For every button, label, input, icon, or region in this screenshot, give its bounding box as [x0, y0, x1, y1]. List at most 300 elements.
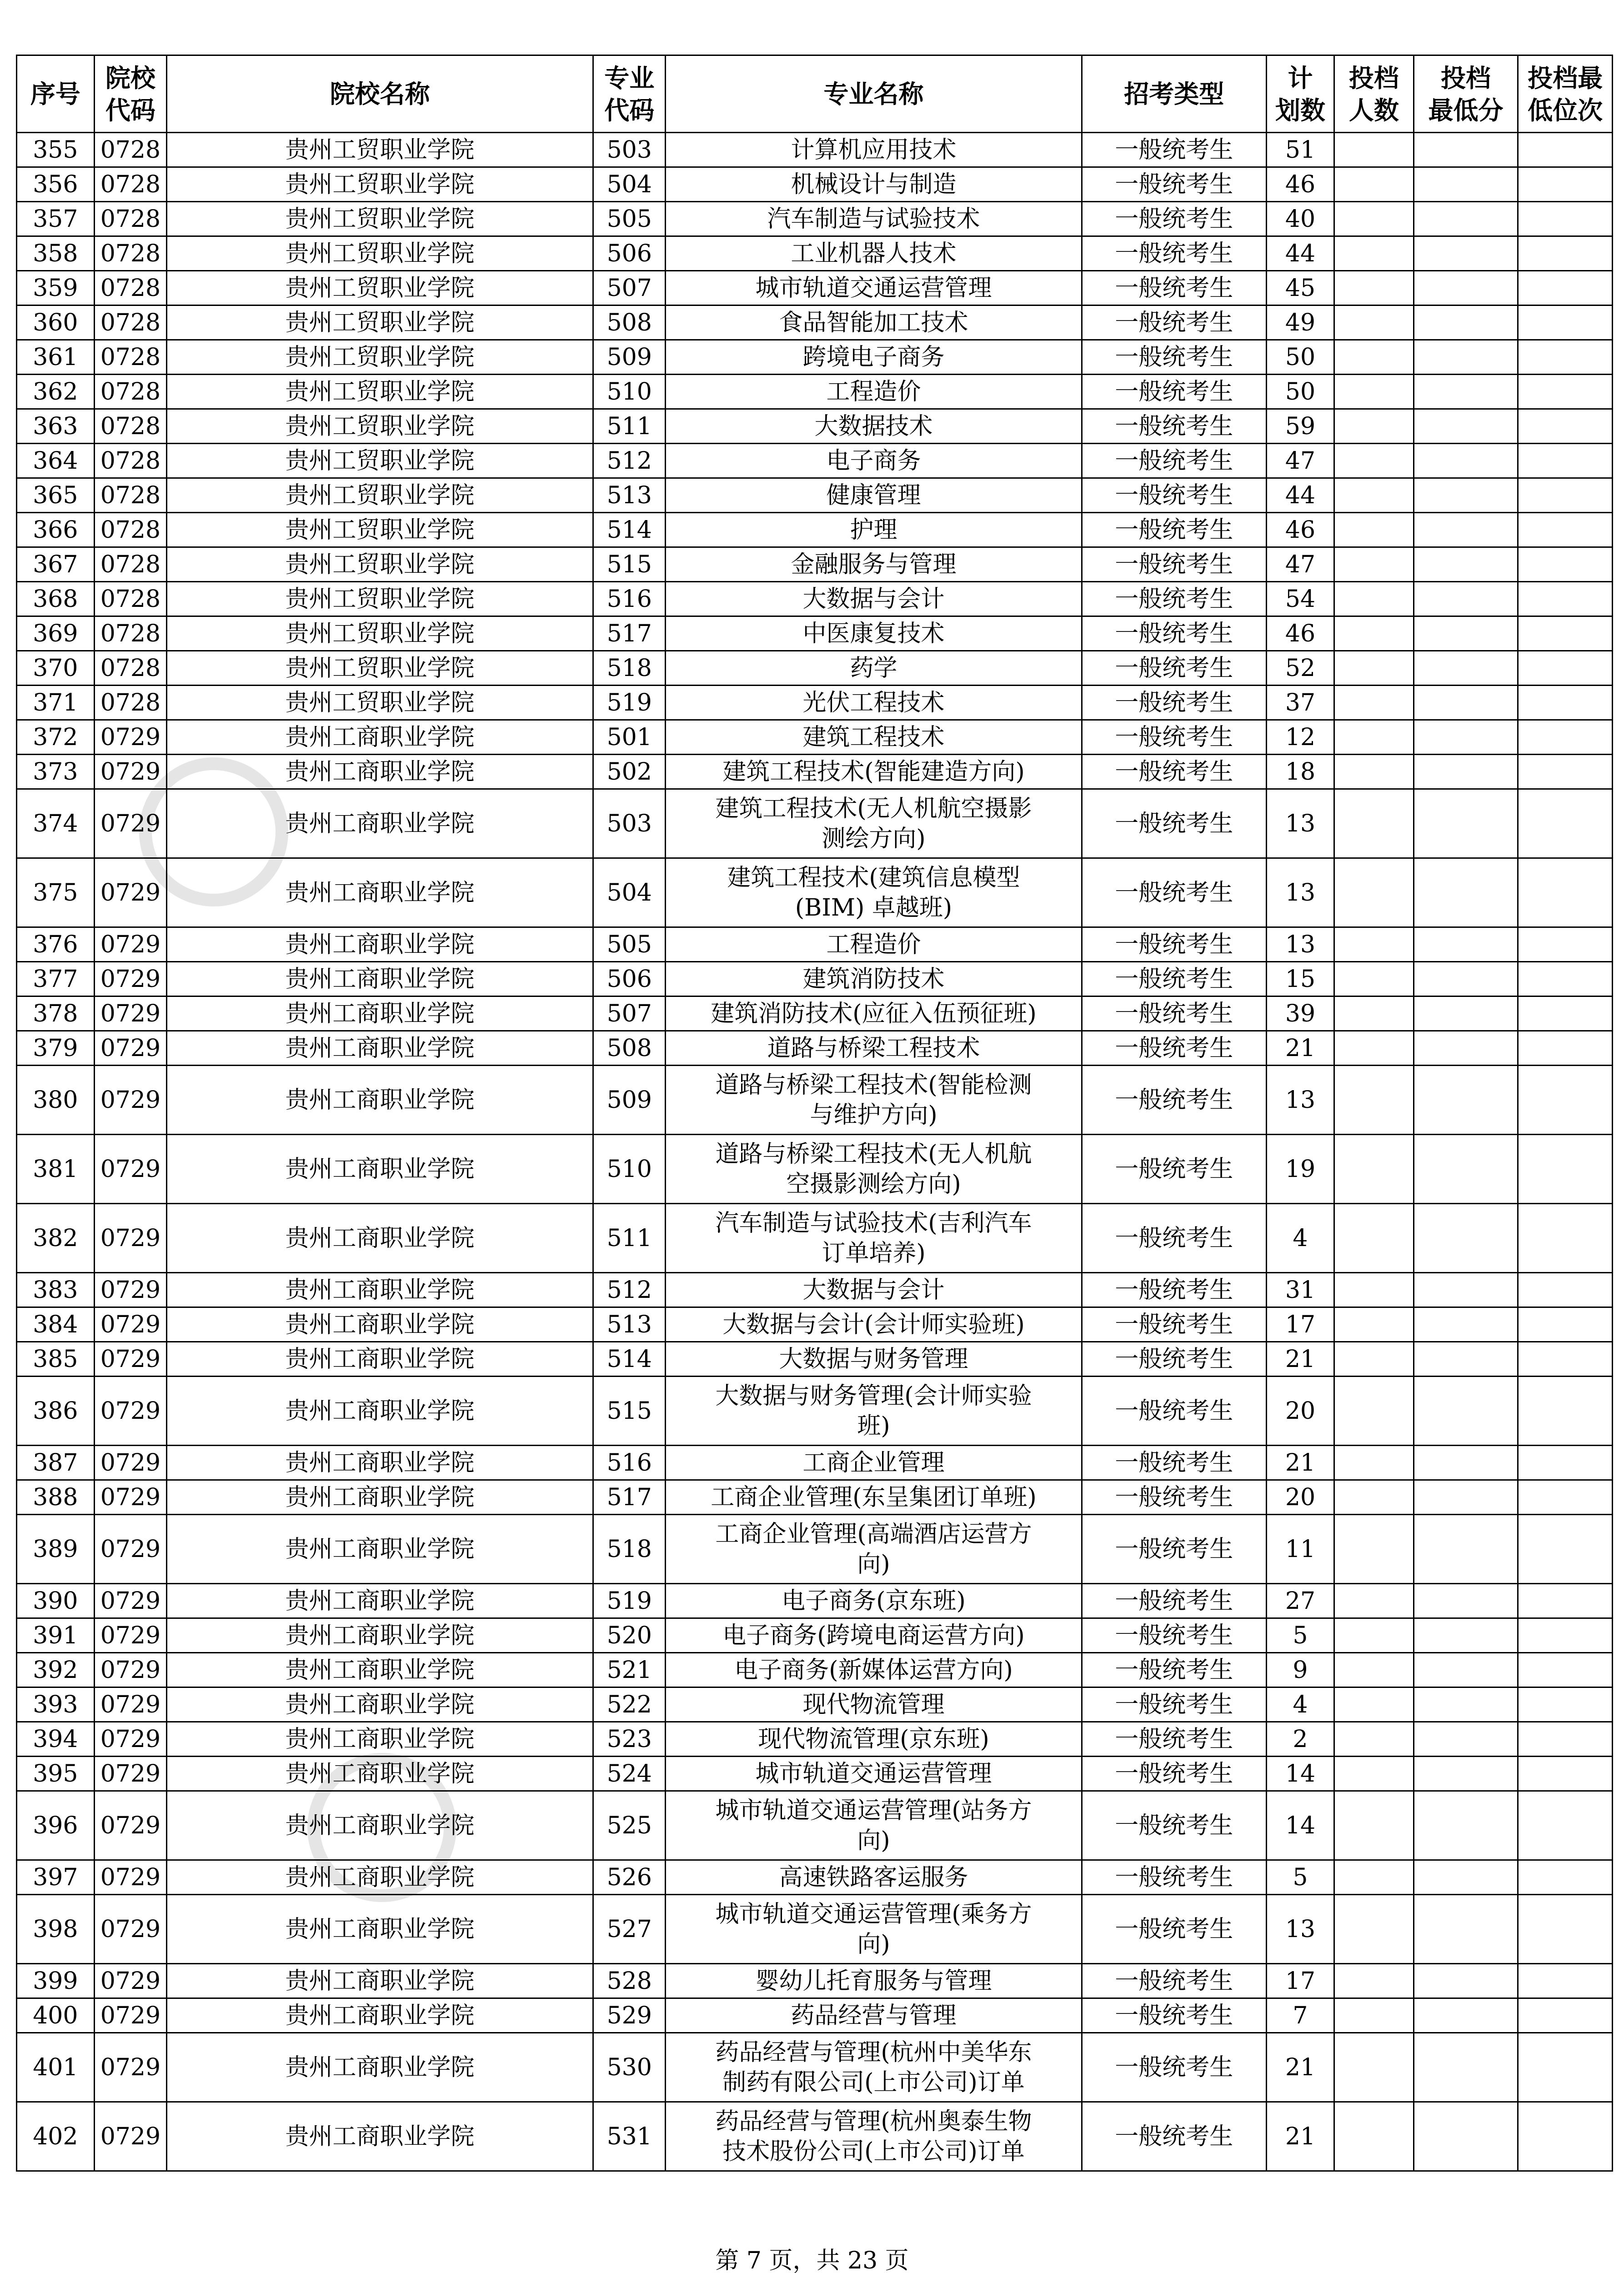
major-name-line: 城市轨道交通运营管理 — [755, 274, 992, 302]
cell-seq: 361 — [17, 340, 95, 375]
header-major-name: 专业名称 — [666, 55, 1082, 133]
cell-min-rank — [1518, 1860, 1613, 1895]
table-row — [17, 305, 1613, 340]
cell-plan: 44 — [1266, 236, 1334, 271]
cell-plan: 46 — [1266, 513, 1334, 547]
cell-exam-type: 一般统考生 — [1082, 755, 1266, 789]
table-row — [17, 1653, 1613, 1687]
cell-min-rank — [1518, 789, 1613, 858]
cell-exam-type: 一般统考生 — [1082, 789, 1266, 858]
cell-major-name — [666, 1791, 1082, 1860]
header-min-score: 投档 最低分 — [1413, 55, 1518, 133]
cell-min-rank — [1518, 1964, 1613, 1998]
cell-major-code: 503 — [593, 133, 666, 167]
header-min-rank: 投档最 低位次 — [1518, 55, 1613, 133]
cell-filed-count — [1334, 720, 1414, 755]
major-name-line: 健康管理 — [826, 481, 921, 509]
cell-seq: 391 — [17, 1618, 95, 1653]
cell-major-code: 515 — [593, 547, 666, 582]
cell-school-code: 0729 — [94, 1377, 166, 1446]
cell-seq: 389 — [17, 1515, 95, 1584]
cell-filed-count — [1334, 1860, 1414, 1895]
cell-major-code: 519 — [593, 686, 666, 720]
cell-seq: 379 — [17, 1031, 95, 1066]
major-name-line: 金融服务与管理 — [791, 551, 957, 578]
major-name-line: 光伏工程技术 — [802, 689, 945, 716]
cell-min-score — [1413, 616, 1518, 651]
cell-major-code: 519 — [593, 1584, 666, 1618]
cell-school-name: 贵州工贸职业学院 — [167, 305, 593, 340]
header-school-name: 院校名称 — [167, 55, 593, 133]
cell-major-code: 503 — [593, 789, 666, 858]
cell-school-name: 贵州工商职业学院 — [167, 1446, 593, 1480]
cell-plan: 47 — [1266, 444, 1334, 478]
cell-school-code: 0729 — [94, 789, 166, 858]
cell-plan: 52 — [1266, 651, 1334, 686]
cell-exam-type: 一般统考生 — [1082, 1066, 1266, 1135]
cell-exam-type: 一般统考生 — [1082, 858, 1266, 927]
cell-exam-type: 一般统考生 — [1082, 1377, 1266, 1446]
cell-major-code: 507 — [593, 996, 666, 1031]
cell-seq: 393 — [17, 1687, 95, 1722]
cell-filed-count — [1334, 1204, 1414, 1273]
major-name-line: 城市轨道交通运营管理(乘务方 — [715, 1900, 1032, 1928]
cell-filed-count — [1334, 1757, 1414, 1791]
major-name-line: 测绘方向) — [822, 825, 926, 852]
major-name-line: 空摄影测绘方向) — [786, 1170, 961, 1198]
cell-plan: 27 — [1266, 1584, 1334, 1618]
cell-min-rank — [1518, 133, 1613, 167]
cell-major-code: 507 — [593, 271, 666, 305]
cell-school-name: 贵州工贸职业学院 — [167, 582, 593, 616]
cell-school-name: 贵州工商职业学院 — [167, 1998, 593, 2033]
cell-major-name — [666, 1342, 1082, 1377]
cell-school-name: 贵州工商职业学院 — [167, 996, 593, 1031]
cell-exam-type: 一般统考生 — [1082, 2102, 1266, 2171]
cell-school-code: 0729 — [94, 2102, 166, 2171]
major-name-line: 制药有限公司(上市公司)订单 — [722, 2068, 1025, 2096]
major-name-line: 现代物流管理(京东班) — [758, 1725, 989, 1753]
cell-major-name — [666, 409, 1082, 444]
cell-school-code: 0729 — [94, 2033, 166, 2102]
cell-major-name — [666, 444, 1082, 478]
cell-min-score — [1413, 409, 1518, 444]
cell-min-rank — [1518, 340, 1613, 375]
table-row — [17, 962, 1613, 996]
cell-min-score — [1413, 444, 1518, 478]
cell-filed-count — [1334, 1687, 1414, 1722]
cell-filed-count — [1334, 271, 1414, 305]
cell-school-name: 贵州工商职业学院 — [167, 755, 593, 789]
cell-school-name: 贵州工贸职业学院 — [167, 236, 593, 271]
cell-min-score — [1413, 1860, 1518, 1895]
cell-filed-count — [1334, 1031, 1414, 1066]
cell-exam-type: 一般统考生 — [1082, 927, 1266, 962]
cell-seq: 385 — [17, 1342, 95, 1377]
table-row — [17, 2033, 1613, 2102]
table-row — [17, 1584, 1613, 1618]
cell-filed-count — [1334, 962, 1414, 996]
cell-major-name — [666, 1515, 1082, 1584]
major-name-line: 城市轨道交通运营管理(站务方 — [715, 1797, 1032, 1824]
cell-major-code: 522 — [593, 1687, 666, 1722]
cell-school-code: 0729 — [94, 858, 166, 927]
cell-school-code: 0729 — [94, 1860, 166, 1895]
cell-min-score — [1413, 1480, 1518, 1515]
cell-school-name: 贵州工贸职业学院 — [167, 340, 593, 375]
cell-exam-type: 一般统考生 — [1082, 1135, 1266, 1204]
cell-major-name — [666, 133, 1082, 167]
cell-exam-type: 一般统考生 — [1082, 1860, 1266, 1895]
cell-min-score — [1413, 1584, 1518, 1618]
cell-school-name: 贵州工商职业学院 — [167, 1687, 593, 1722]
cell-min-rank — [1518, 2033, 1613, 2102]
table-row — [17, 1066, 1613, 1135]
cell-school-name: 贵州工商职业学院 — [167, 1860, 593, 1895]
cell-min-score — [1413, 1377, 1518, 1446]
cell-major-name — [666, 2102, 1082, 2171]
cell-exam-type: 一般统考生 — [1082, 305, 1266, 340]
cell-major-code: 529 — [593, 1998, 666, 2033]
cell-school-name: 贵州工商职业学院 — [167, 1342, 593, 1377]
cell-school-name: 贵州工商职业学院 — [167, 2033, 593, 2102]
cell-school-code: 0728 — [94, 582, 166, 616]
cell-min-rank — [1518, 1791, 1613, 1860]
cell-seq: 387 — [17, 1446, 95, 1480]
cell-school-code: 0728 — [94, 651, 166, 686]
cell-seq: 357 — [17, 202, 95, 236]
cell-major-code: 527 — [593, 1895, 666, 1964]
table-row — [17, 1895, 1613, 1964]
cell-major-name — [666, 1895, 1082, 1964]
cell-filed-count — [1334, 1584, 1414, 1618]
cell-min-score — [1413, 1687, 1518, 1722]
table-row — [17, 1998, 1613, 2033]
cell-major-code: 505 — [593, 202, 666, 236]
cell-seq: 365 — [17, 478, 95, 513]
cell-school-name: 贵州工商职业学院 — [167, 1307, 593, 1342]
cell-seq: 355 — [17, 133, 95, 167]
table-row — [17, 616, 1613, 651]
cell-plan: 21 — [1266, 1031, 1334, 1066]
cell-major-name — [666, 236, 1082, 271]
cell-plan: 12 — [1266, 720, 1334, 755]
cell-min-score — [1413, 547, 1518, 582]
cell-major-name — [666, 858, 1082, 927]
cell-min-score — [1413, 271, 1518, 305]
major-name-line: 大数据与财务管理(会计师实验 — [715, 1382, 1032, 1410]
cell-school-code: 0728 — [94, 375, 166, 409]
cell-min-rank — [1518, 1342, 1613, 1377]
cell-filed-count — [1334, 1342, 1414, 1377]
cell-major-code: 518 — [593, 651, 666, 686]
table-row — [17, 996, 1613, 1031]
cell-major-name — [666, 478, 1082, 513]
cell-seq: 402 — [17, 2102, 95, 2171]
major-name-line: 药品经营与管理(杭州中美华东 — [715, 2038, 1032, 2066]
header-school-code: 院校 代码 — [94, 55, 166, 133]
page-footer: 第 7 页，共 23 页 — [715, 2247, 909, 2273]
cell-min-rank — [1518, 271, 1613, 305]
cell-seq: 374 — [17, 789, 95, 858]
cell-min-score — [1413, 651, 1518, 686]
cell-min-score — [1413, 1342, 1518, 1377]
cell-plan: 59 — [1266, 409, 1334, 444]
table-row — [17, 202, 1613, 236]
major-name-line: 工程造价 — [826, 931, 921, 958]
cell-school-code: 0729 — [94, 1066, 166, 1135]
cell-exam-type: 一般统考生 — [1082, 133, 1266, 167]
major-name-line: 大数据与会计 — [802, 1276, 945, 1304]
cell-min-score — [1413, 1757, 1518, 1791]
table-row — [17, 1480, 1613, 1515]
cell-min-rank — [1518, 1653, 1613, 1687]
header-major-code: 专业 代码 — [593, 55, 666, 133]
cell-filed-count — [1334, 1618, 1414, 1653]
major-name-line: 建筑工程技术(无人机航空摄影 — [715, 795, 1032, 822]
cell-plan: 2 — [1266, 1722, 1334, 1757]
header-row — [17, 55, 1613, 133]
cell-exam-type: 一般统考生 — [1082, 1273, 1266, 1307]
cell-min-rank — [1518, 1722, 1613, 1757]
cell-major-code: 516 — [593, 1446, 666, 1480]
cell-filed-count — [1334, 1998, 1414, 2033]
cell-seq: 396 — [17, 1791, 95, 1860]
cell-plan: 51 — [1266, 133, 1334, 167]
cell-exam-type: 一般统考生 — [1082, 1757, 1266, 1791]
cell-filed-count — [1334, 547, 1414, 582]
cell-school-code: 0729 — [94, 720, 166, 755]
cell-plan: 9 — [1266, 1653, 1334, 1687]
cell-min-score — [1413, 2033, 1518, 2102]
cell-exam-type: 一般统考生 — [1082, 1480, 1266, 1515]
cell-seq: 359 — [17, 271, 95, 305]
cell-exam-type: 一般统考生 — [1082, 444, 1266, 478]
cell-seq: 367 — [17, 547, 95, 582]
cell-major-name — [666, 2033, 1082, 2102]
cell-major-name — [666, 686, 1082, 720]
cell-major-code: 530 — [593, 2033, 666, 2102]
cell-major-code: 520 — [593, 1618, 666, 1653]
cell-major-name — [666, 616, 1082, 651]
cell-filed-count — [1334, 409, 1414, 444]
table-row — [17, 1722, 1613, 1757]
cell-school-code: 0729 — [94, 1584, 166, 1618]
cell-min-rank — [1518, 686, 1613, 720]
cell-min-rank — [1518, 375, 1613, 409]
cell-exam-type: 一般统考生 — [1082, 202, 1266, 236]
cell-seq: 397 — [17, 1860, 95, 1895]
cell-school-code: 0729 — [94, 962, 166, 996]
cell-min-rank — [1518, 167, 1613, 202]
cell-min-rank — [1518, 202, 1613, 236]
cell-min-score — [1413, 375, 1518, 409]
cell-filed-count — [1334, 2102, 1414, 2171]
cell-exam-type: 一般统考生 — [1082, 547, 1266, 582]
cell-seq: 398 — [17, 1895, 95, 1964]
cell-filed-count — [1334, 927, 1414, 962]
table-row — [17, 1031, 1613, 1066]
cell-filed-count — [1334, 1964, 1414, 1998]
cell-min-score — [1413, 996, 1518, 1031]
cell-min-score — [1413, 2102, 1518, 2171]
cell-major-name — [666, 1653, 1082, 1687]
cell-exam-type: 一般统考生 — [1082, 1964, 1266, 1998]
cell-school-name: 贵州工贸职业学院 — [167, 167, 593, 202]
major-name-line: 工业机器人技术 — [791, 240, 957, 267]
cell-school-code: 0729 — [94, 996, 166, 1031]
cell-major-code: 511 — [593, 1204, 666, 1273]
cell-school-name: 贵州工贸职业学院 — [167, 478, 593, 513]
cell-exam-type: 一般统考生 — [1082, 1515, 1266, 1584]
cell-plan: 20 — [1266, 1377, 1334, 1446]
cell-min-rank — [1518, 478, 1613, 513]
cell-min-score — [1413, 1307, 1518, 1342]
cell-school-name: 贵州工商职业学院 — [167, 1031, 593, 1066]
cell-min-rank — [1518, 236, 1613, 271]
cell-major-code: 508 — [593, 305, 666, 340]
cell-exam-type: 一般统考生 — [1082, 1687, 1266, 1722]
cell-filed-count — [1334, 167, 1414, 202]
cell-filed-count — [1334, 305, 1414, 340]
cell-plan: 19 — [1266, 1135, 1334, 1204]
cell-plan: 17 — [1266, 1307, 1334, 1342]
major-name-line: 建筑工程技术 — [802, 723, 945, 751]
cell-major-name — [666, 927, 1082, 962]
major-name-line: 大数据与会计(会计师实验班) — [722, 1311, 1025, 1338]
cell-exam-type: 一般统考生 — [1082, 1446, 1266, 1480]
cell-school-code: 0729 — [94, 1342, 166, 1377]
header-filed-count: 投档 人数 — [1334, 55, 1414, 133]
cell-min-rank — [1518, 305, 1613, 340]
cell-school-name: 贵州工贸职业学院 — [167, 444, 593, 478]
cell-min-rank — [1518, 582, 1613, 616]
cell-min-score — [1413, 1618, 1518, 1653]
cell-seq: 394 — [17, 1722, 95, 1757]
cell-school-name: 贵州工商职业学院 — [167, 1653, 593, 1687]
cell-major-code: 506 — [593, 236, 666, 271]
cell-school-code: 0729 — [94, 1307, 166, 1342]
cell-min-score — [1413, 927, 1518, 962]
cell-exam-type: 一般统考生 — [1082, 1584, 1266, 1618]
cell-min-score — [1413, 1446, 1518, 1480]
cell-filed-count — [1334, 1895, 1414, 1964]
cell-seq: 382 — [17, 1204, 95, 1273]
cell-seq: 364 — [17, 444, 95, 478]
cell-major-name — [666, 1377, 1082, 1446]
cell-major-name — [666, 1722, 1082, 1757]
cell-major-name — [666, 1066, 1082, 1135]
cell-min-rank — [1518, 651, 1613, 686]
table-row — [17, 1757, 1613, 1791]
table-row — [17, 1446, 1613, 1480]
cell-school-code: 0728 — [94, 340, 166, 375]
cell-major-code: 504 — [593, 167, 666, 202]
cell-school-name: 贵州工商职业学院 — [167, 789, 593, 858]
cell-filed-count — [1334, 1135, 1414, 1204]
cell-min-score — [1413, 720, 1518, 755]
cell-school-name: 贵州工贸职业学院 — [167, 547, 593, 582]
cell-plan: 18 — [1266, 755, 1334, 789]
cell-school-code: 0728 — [94, 547, 166, 582]
major-name-line: 技术股份公司(上市公司)订单 — [722, 2138, 1025, 2165]
cell-plan: 15 — [1266, 962, 1334, 996]
header-seq: 序号 — [17, 55, 95, 133]
table-row — [17, 236, 1613, 271]
cell-seq: 388 — [17, 1480, 95, 1515]
cell-major-code: 501 — [593, 720, 666, 755]
cell-major-code: 512 — [593, 444, 666, 478]
cell-filed-count — [1334, 1066, 1414, 1135]
cell-school-name: 贵州工商职业学院 — [167, 1204, 593, 1273]
cell-min-rank — [1518, 547, 1613, 582]
cell-school-name: 贵州工商职业学院 — [167, 1895, 593, 1964]
cell-school-name: 贵州工商职业学院 — [167, 1791, 593, 1860]
cell-seq: 386 — [17, 1377, 95, 1446]
table-row — [17, 1135, 1613, 1204]
cell-min-score — [1413, 789, 1518, 858]
major-name-line: 建筑消防技术(应征入伍预征班) — [711, 1000, 1037, 1027]
cell-plan: 54 — [1266, 582, 1334, 616]
cell-school-code: 0729 — [94, 1964, 166, 1998]
major-name-line: 大数据与会计 — [802, 585, 945, 613]
major-name-line: 大数据技术 — [814, 412, 933, 440]
cell-school-name: 贵州工贸职业学院 — [167, 409, 593, 444]
cell-seq: 360 — [17, 305, 95, 340]
cell-exam-type: 一般统考生 — [1082, 686, 1266, 720]
table-row — [17, 1791, 1613, 1860]
cell-exam-type: 一般统考生 — [1082, 236, 1266, 271]
cell-plan: 50 — [1266, 340, 1334, 375]
cell-seq: 400 — [17, 1998, 95, 2033]
cell-min-score — [1413, 858, 1518, 927]
cell-major-code: 523 — [593, 1722, 666, 1757]
cell-major-code: 512 — [593, 1273, 666, 1307]
table-row — [17, 927, 1613, 962]
major-name-line: 电子商务 — [826, 447, 921, 475]
cell-seq: 395 — [17, 1757, 95, 1791]
cell-school-code: 0729 — [94, 1687, 166, 1722]
cell-seq: 392 — [17, 1653, 95, 1687]
cell-seq: 369 — [17, 616, 95, 651]
table-row — [17, 720, 1613, 755]
major-name-line: 工商企业管理 — [802, 1449, 945, 1477]
cell-school-code: 0729 — [94, 1204, 166, 1273]
cell-major-name — [666, 1307, 1082, 1342]
cell-school-code: 0729 — [94, 1791, 166, 1860]
cell-filed-count — [1334, 2033, 1414, 2102]
cell-school-name: 贵州工贸职业学院 — [167, 375, 593, 409]
table-row — [17, 1307, 1613, 1342]
major-name-line: 工程造价 — [826, 378, 921, 406]
cell-school-code: 0729 — [94, 1757, 166, 1791]
cell-major-name — [666, 1480, 1082, 1515]
table-row — [17, 2102, 1613, 2171]
cell-seq: 372 — [17, 720, 95, 755]
cell-major-code: 531 — [593, 2102, 666, 2171]
cell-school-name: 贵州工商职业学院 — [167, 858, 593, 927]
cell-filed-count — [1334, 1515, 1414, 1584]
cell-min-score — [1413, 513, 1518, 547]
major-name-line: 工商企业管理(高端酒店运营方 — [715, 1520, 1032, 1548]
cell-school-name: 贵州工商职业学院 — [167, 1584, 593, 1618]
major-name-line: 向) — [857, 1827, 890, 1854]
cell-school-name: 贵州工商职业学院 — [167, 1964, 593, 1998]
cell-major-code: 514 — [593, 513, 666, 547]
cell-filed-count — [1334, 755, 1414, 789]
cell-school-code: 0729 — [94, 1031, 166, 1066]
cell-major-code: 516 — [593, 582, 666, 616]
